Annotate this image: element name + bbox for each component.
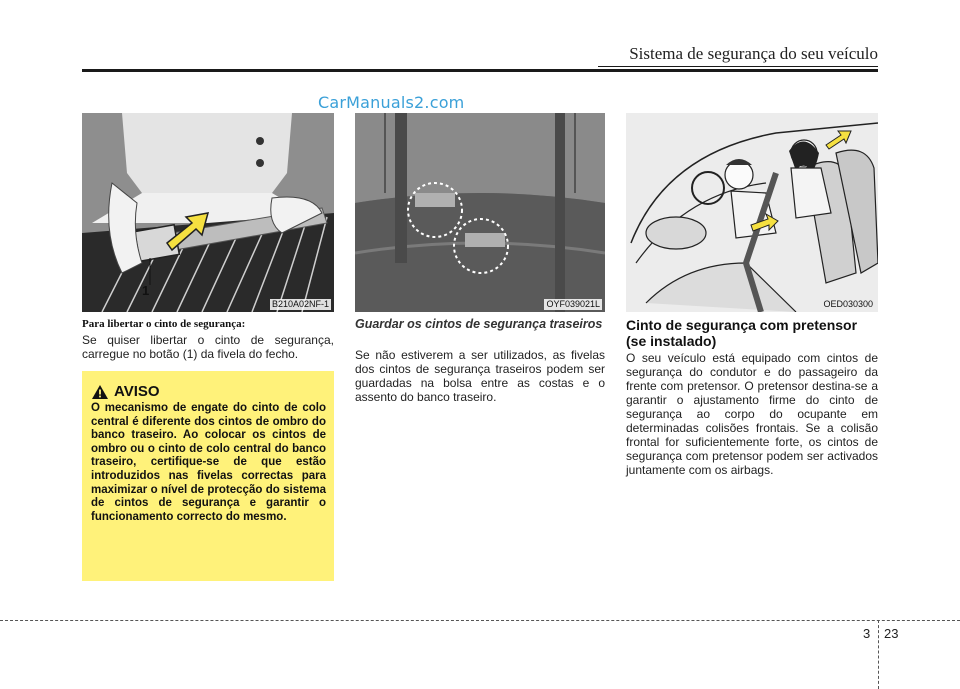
buckle-release-illustration (82, 113, 334, 312)
footer-rule (0, 620, 960, 621)
header-rule (82, 69, 878, 72)
chapter-number: 3 (863, 626, 871, 641)
figure-code: OED030300 (823, 299, 873, 309)
page-number: 23 (884, 626, 899, 641)
figure-rear-buckles (355, 113, 605, 312)
col1-caption: Para libertar o cinto de segurança: (82, 318, 246, 330)
warning-text: O mecanismo de engate do cinto de colo central é diferente dos cintos de ombro do banco traseiro. Ao colocar os cintos de ombro ou o cinto de colo central do banco traseiro, certifique-se de que estão introduzidos nas fivelas correctas para maximizar o nível de protecção do sistema de cintos de segurança e garantir o funcionamento correcto do mesmo. (91, 402, 326, 523)
warning-title: AVISO (114, 383, 160, 400)
watermark[interactable]: CarManuals2.com (318, 93, 465, 112)
footer-divider (878, 620, 879, 689)
col3-heading: Cinto de segurança com pretensor (se instalado) (626, 317, 858, 349)
warning-header (91, 383, 326, 400)
col2-body: Se não estiverem a ser utilizados, as fivelas dos cintos de segurança traseiros podem ser guardadas na bolsa entre as costas e o assento do banco traseiro. (355, 348, 605, 404)
figure-buckle-release (82, 113, 334, 312)
callout-number: 1 (142, 283, 150, 298)
page-header-title: Sistema de segurança do seu veículo (629, 44, 878, 63)
col3-body: O seu veículo está equipado com cintos de segurança do condutor e do passageiro da frente com pretensor. O pretensor destina-se a garantir o ajustamento firme do cinto de segurança ao corpo do ocupante em determinadas colisões frontais. Se a colisão frontal for suficientemente forte, os cintos de segurança com pretensor podem ser activados juntamente com os airbags. (626, 351, 878, 477)
rear-seat-illustration (355, 113, 605, 312)
figure-pretensioner (626, 113, 878, 312)
pretensioner-illustration (626, 113, 878, 312)
warning-triangle-icon (91, 384, 109, 400)
figure-code: B210A02NF-1 (271, 299, 329, 309)
col1-body: Se quiser libertar o cinto de segurança, carregue no botão (1) da fivela do fecho. (82, 333, 334, 361)
header-rule-thin (598, 66, 878, 67)
col2-heading: Guardar os cintos de segurança traseiros (355, 317, 603, 331)
warning-box (82, 371, 334, 581)
figure-code: OYF039021L (546, 299, 600, 309)
